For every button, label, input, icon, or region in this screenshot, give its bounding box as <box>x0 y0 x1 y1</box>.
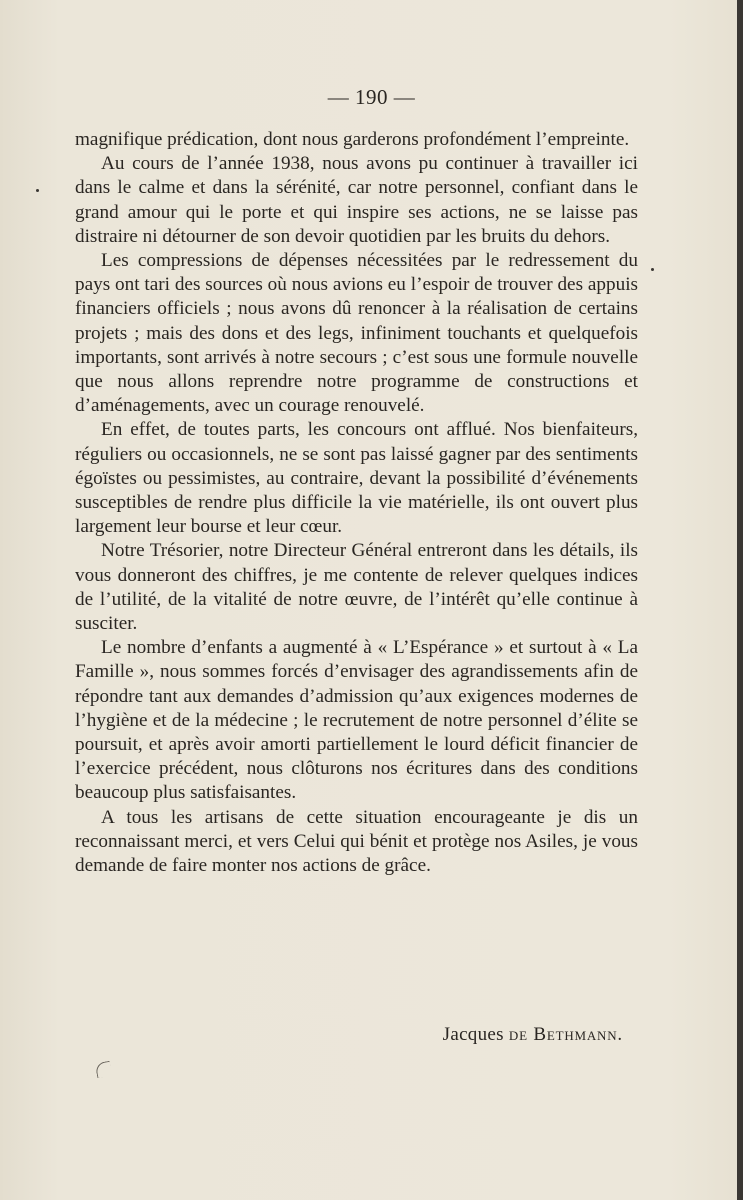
signature-first-name: Jacques <box>442 1024 504 1045</box>
pencil-mark <box>95 1061 112 1078</box>
signature <box>443 1024 623 1046</box>
paragraph: Au cours de l’année 1938, nous avons pu continuer à travailler ici dans le calme et dans la sérénité, car notre personnel, confiant dans le grand amour qui le porte et qui inspire ses actions, ne se laisse pas distraire ni détourner de son devoir quotidien par les bruits du dehors. <box>75 153 638 247</box>
paragraph: Notre Trésorier, notre Directeur Général entreront dans les détails, ils vous donneront des chiffres, je me contente de relever quelques indices de l’utilité, de la vitalité de notre œuvre, de l’intérêt qu’elle continue à susciter. <box>75 540 638 635</box>
paragraph: magnifique prédication, dont nous garderons profondément l’empreinte. <box>75 129 630 150</box>
paragraph: Le nombre d’enfants a augmenté à « L’Espérance » et surtout à « La Famille », nous sommes forcés d’envisager des agrandissements afin de répondre tant aux demandes d’admission qu’aux exigences modernes de l’hygiène et de la médecine ; le recrutement de notre personnel d’élite se poursuit, et après avoir amorti partiellement le lourd déficit financier de l’exercice précédent, nous clôturons nos écritures dans des conditions beaucoup plus satisfaisantes. <box>75 637 638 804</box>
page-edge <box>737 0 743 1200</box>
paragraph: En effet, de toutes parts, les concours ont afflué. Nos bienfaiteurs, réguliers ou occasionnels, ne se sont pas laissé gagner par des sentiments égoïstes ou pessimistes, au contraire, devant la possibilité d’événements susceptibles de rendre plus difficile la vie matérielle, ils ont ouvert plus largement leur bourse et leur cœur. <box>75 419 638 538</box>
margin-speck <box>36 189 39 192</box>
margin-speck <box>651 268 654 271</box>
body-text <box>75 128 638 878</box>
paragraph: Les compressions de dépenses nécessitées par le redressement du pays ont tari des sources où nous avions eu l’espoir de trouver des appuis financiers officiels ; nous avons dû renoncer à la réalisation de certains projets ; mais des dons et des legs, infiniment touchants et quelquefois importants, sont arrivés à notre secours ; c’est sous une formule nouvelle que nous allons reprendre notre programme de constructions et d’aménagements, avec un courage renouvelé. <box>75 250 638 417</box>
signature-last-name: de Bethmann. <box>508 1024 623 1045</box>
page-number: — 190 — <box>327 85 416 109</box>
paragraph: A tous les artisans de cette situation encourageante je dis un reconnaissant merci, et vers Celui qui bénit et protège nos Asiles, je vous demande de faire monter nos actions de grâce. <box>75 806 638 877</box>
